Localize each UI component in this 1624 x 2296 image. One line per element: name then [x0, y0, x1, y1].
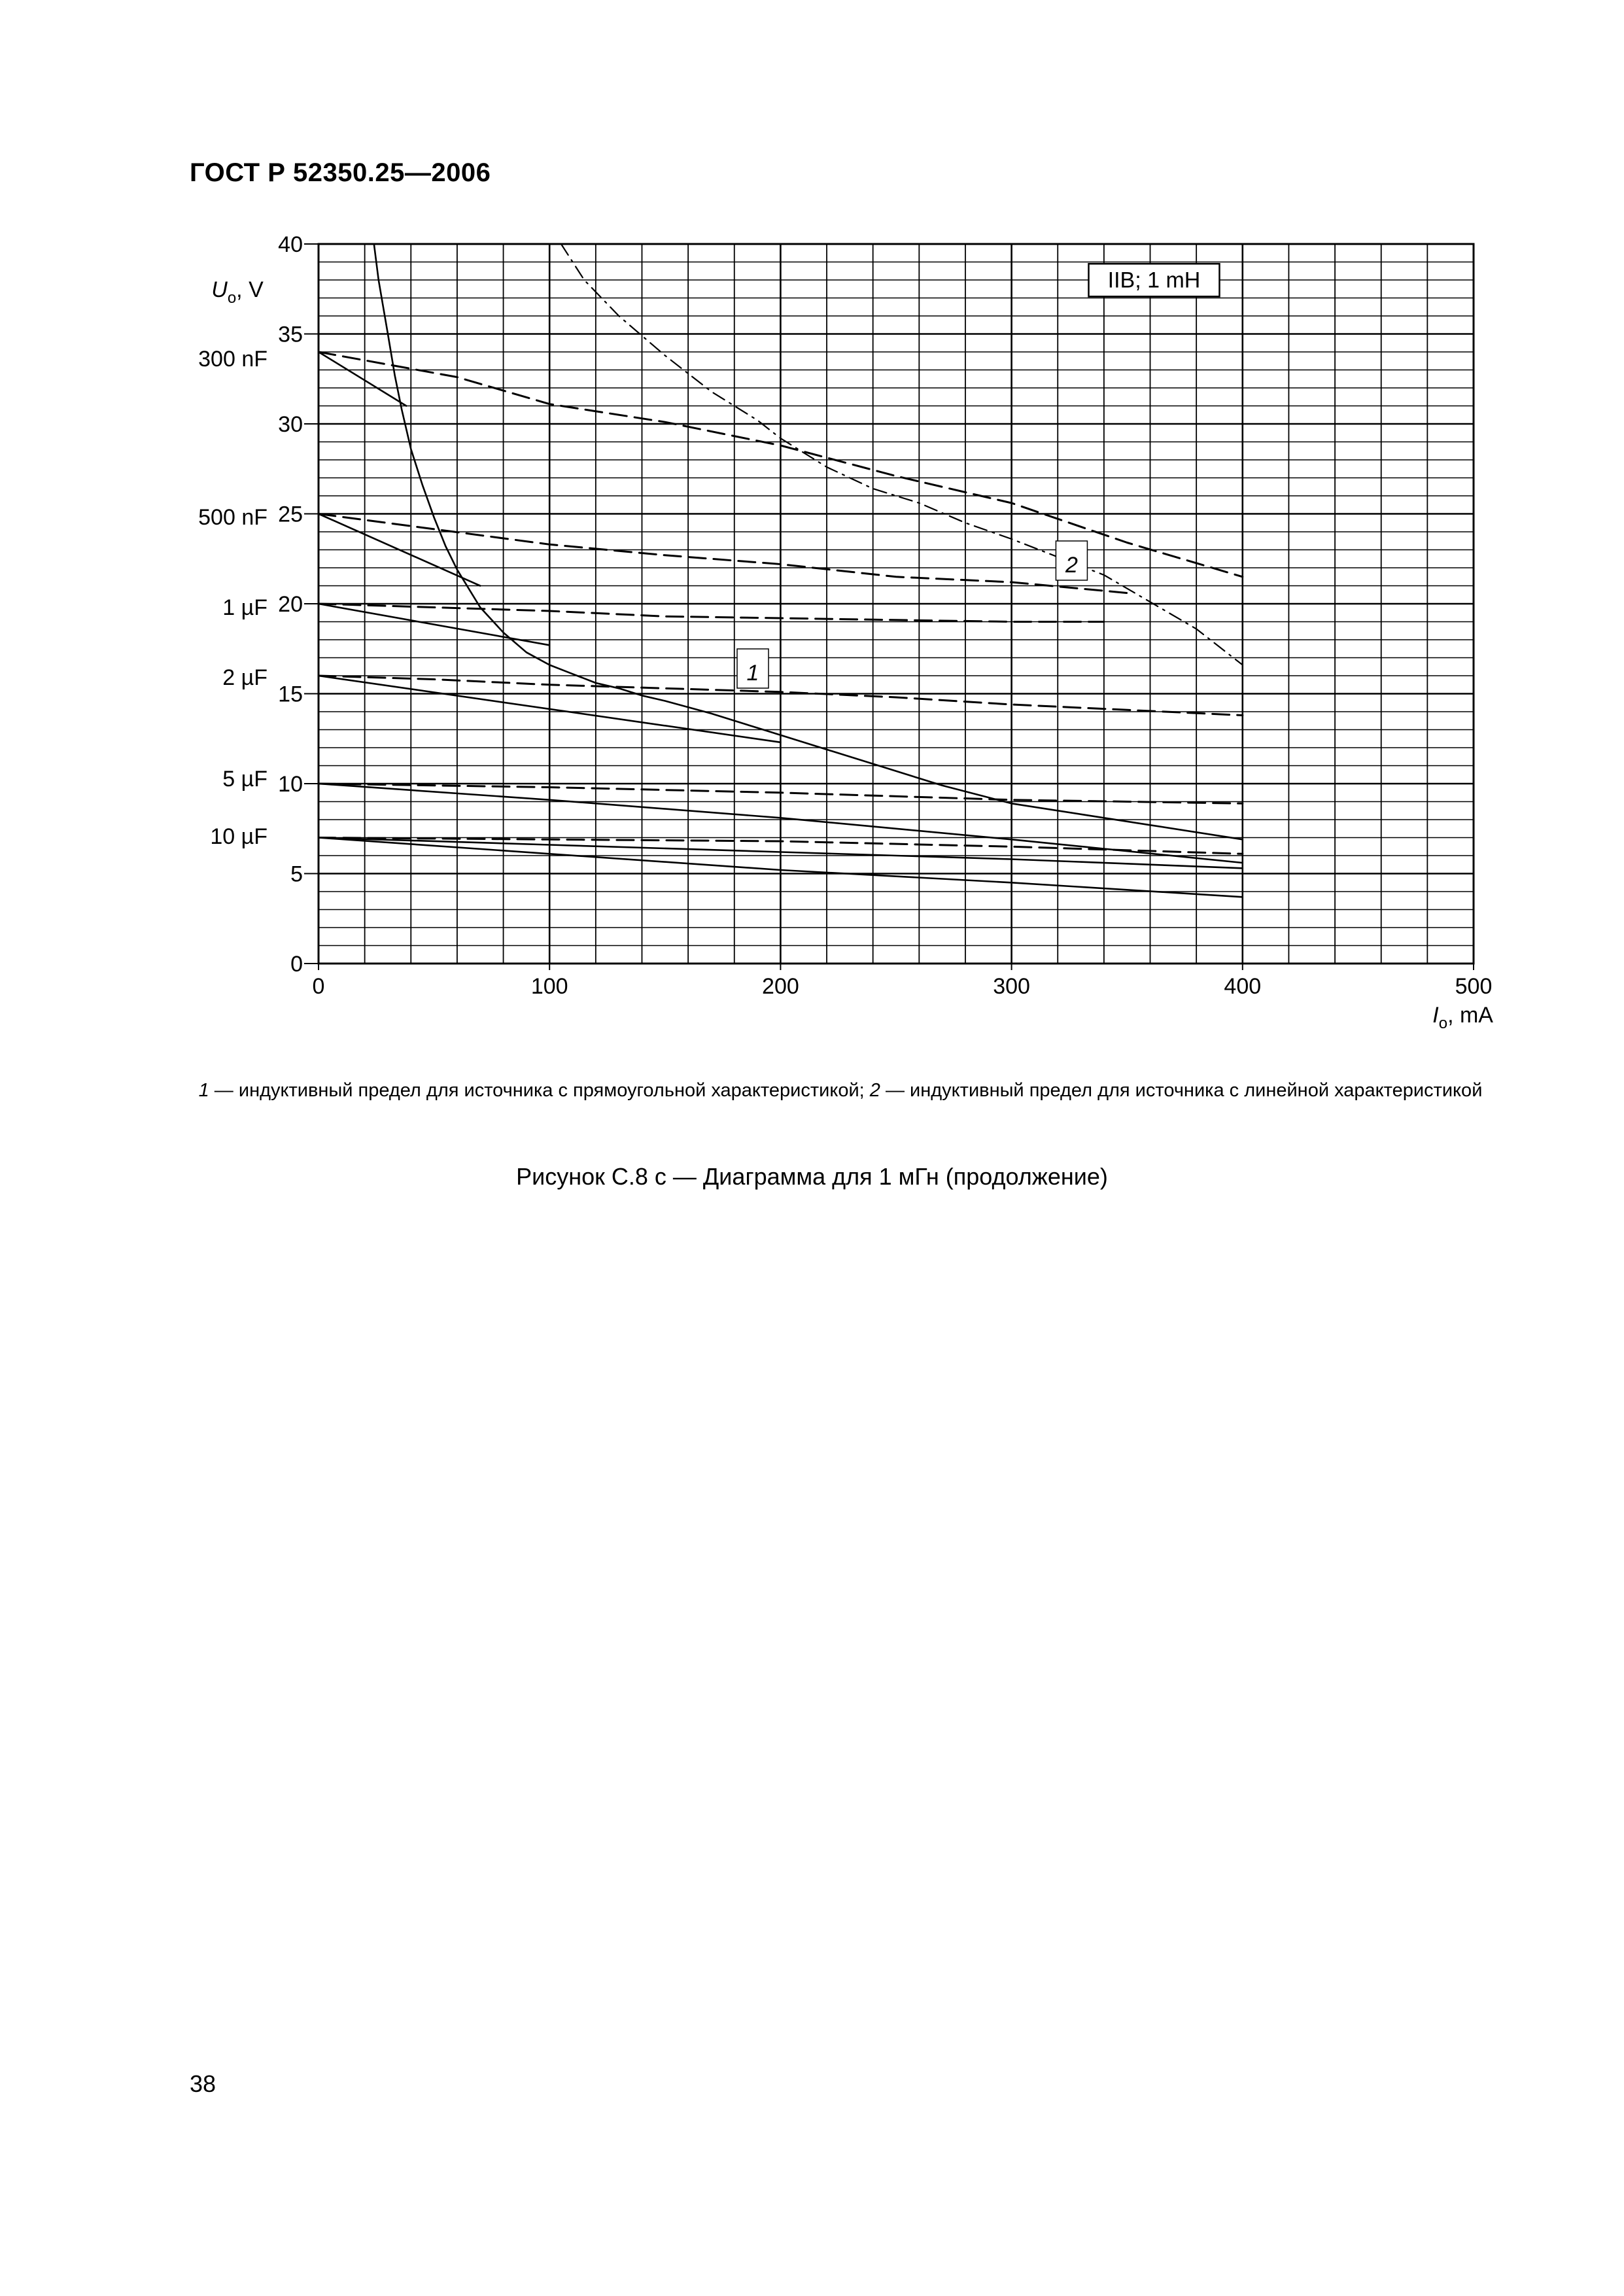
- capacitance-label: 1 µF: [222, 595, 268, 620]
- y-tick-label: 40: [278, 232, 303, 257]
- curve-2-linear-limit: [561, 244, 1243, 665]
- limit-line-7: [319, 604, 549, 645]
- x-axis-symbol: I: [1432, 1003, 1439, 1028]
- capacitance-label: 2 µF: [222, 665, 268, 690]
- capacitance-label: 500 nF: [198, 505, 268, 530]
- curve-label-2: 2: [1065, 553, 1078, 578]
- y-axis-subscript: o: [227, 289, 237, 307]
- x-tick-label: 100: [530, 974, 568, 999]
- y-tick-label: 25: [278, 502, 303, 527]
- legend-item-1-number: 1: [198, 1080, 209, 1101]
- y-tick-label: 20: [278, 592, 303, 617]
- x-axis-subscript: o: [1438, 1015, 1448, 1032]
- y-tick-label: 5: [290, 861, 303, 887]
- y-axis-unit: , V: [236, 277, 264, 302]
- limit-line-3: [319, 352, 406, 406]
- y-tick-label: 15: [278, 682, 303, 707]
- line-chart: [0, 0, 1624, 1073]
- legend-item-2-number: 2: [869, 1080, 880, 1101]
- y-tick-label: 0: [290, 952, 303, 977]
- annotation-label: IIB; 1 mH: [1107, 268, 1201, 293]
- x-tick-label: 500: [1455, 974, 1493, 999]
- axis-ticks: [278, 232, 1492, 999]
- x-axis-label: [1432, 1003, 1493, 1032]
- figure-caption: Рисунок С.8 с — Диаграмма для 1 мГн (продолжение): [516, 1163, 1108, 1190]
- legend-item-2-text: — индуктивный предел для источника с линейной характеристикой: [880, 1080, 1483, 1101]
- y-tick-label: 10: [278, 772, 303, 797]
- y-axis-symbol: U: [211, 277, 228, 302]
- capacitance-label: 5 µF: [222, 767, 268, 791]
- x-axis-unit: , mA: [1447, 1003, 1493, 1028]
- document-header: ГОСТ Р 52350.25—2006: [190, 158, 491, 187]
- capacitance-label: 10 µF: [210, 824, 268, 849]
- figure-legend: [190, 1078, 1491, 1103]
- curve-labels: [737, 541, 1087, 688]
- y-tick-label: 30: [278, 412, 303, 437]
- capacitance-labels: [198, 347, 268, 849]
- limit-line-6: [319, 514, 1127, 593]
- x-tick-label: 300: [993, 974, 1030, 999]
- curve-label-1: 1: [746, 661, 759, 686]
- limit-line-8: [319, 604, 1104, 622]
- x-tick-label: 0: [312, 974, 325, 999]
- y-axis-label: [211, 277, 264, 307]
- legend-item-1-text: — индуктивный предел для источника с прямоугольной характеристикой;: [209, 1080, 870, 1101]
- annotation-box: [1088, 264, 1219, 296]
- capacitance-label: 300 nF: [198, 347, 268, 372]
- x-tick-label: 200: [762, 974, 799, 999]
- page-number: 38: [190, 2070, 216, 2097]
- x-tick-label: 400: [1224, 974, 1262, 999]
- y-tick-label: 35: [278, 322, 303, 347]
